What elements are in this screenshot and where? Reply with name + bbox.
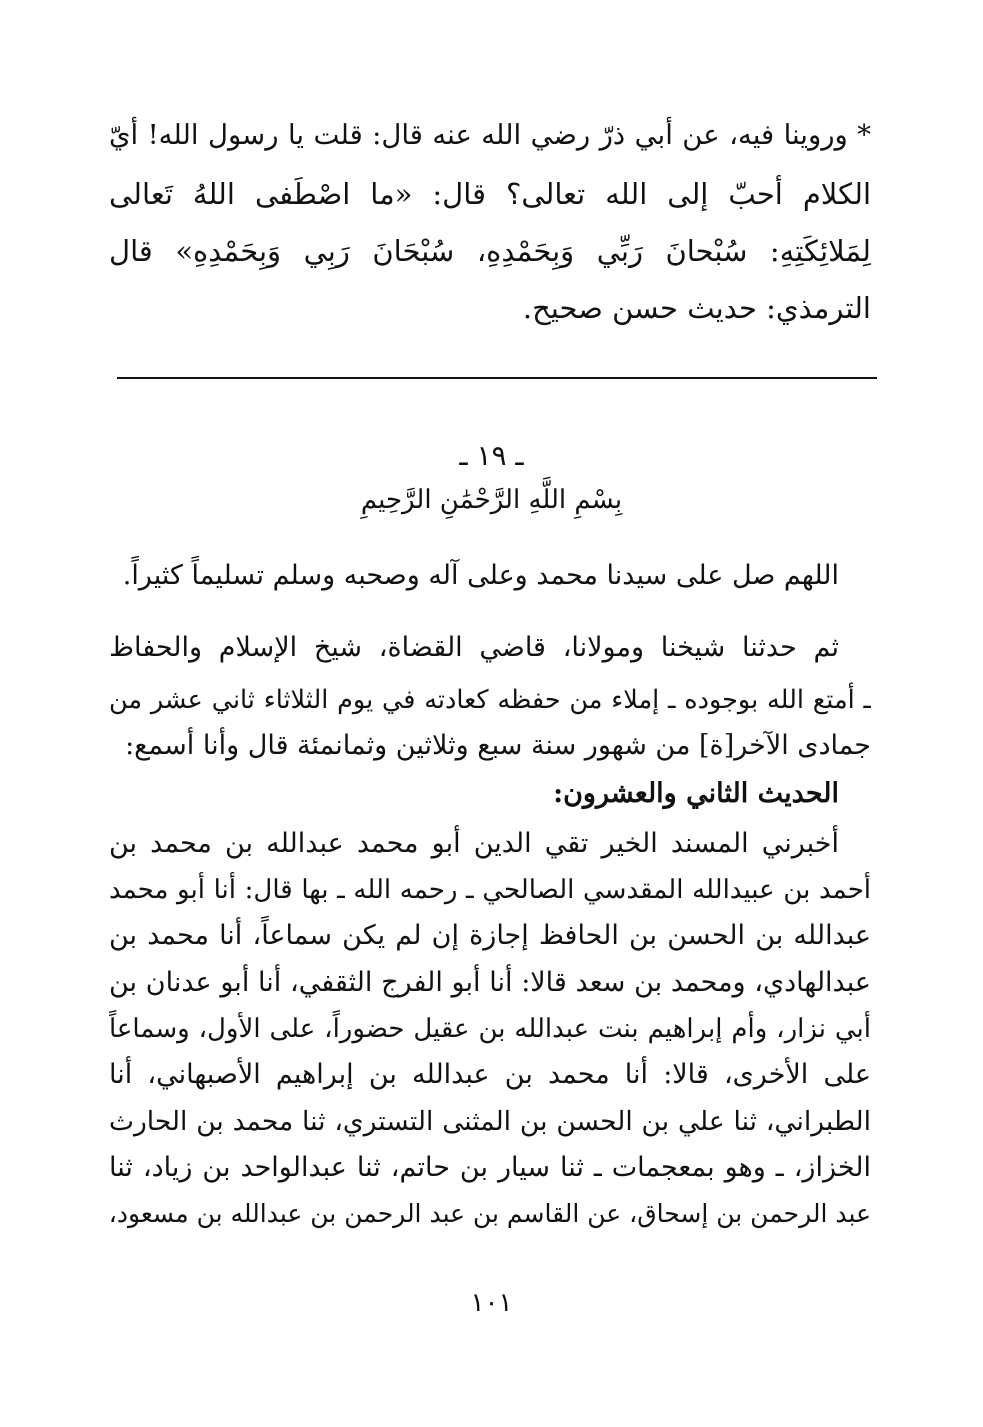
body-line-8: الخزاز، ـ وهو بمعجمات ـ ثنا سيار بن حاتم، ثنا عبدالواحد بن زياد، ثنا (109, 1152, 871, 1183)
top-passage-line-2: الكلام أحبّ إلى الله تعالى؟ قال: «ما اصْطَفى اللهُ تَعالى (109, 177, 871, 211)
top-passage-line-3: لِمَلائِكَتِهِ: سُبْحانَ رَبِّي وَبِحَمْدِهِ، سُبْحَانَ رَبِي وَبِحَمْدِهِ» قال (109, 234, 871, 268)
body-line-2: أحمد بن عبيدالله المقدسي الصالحي ـ رحمه الله ـ بها قال: أنا أبو محمد (109, 875, 871, 905)
top-passage-line-1: * وروينا فيه، عن أبي ذرّ رضي الله عنه قال: قلت يا رسول الله! أيّ (109, 119, 871, 151)
body-line-5: أبي نزار، وأم إبراهيم بنت عبدالله بن عقيل حضوراً، على الأول، وسماعاً (109, 1014, 871, 1044)
salutation-line: اللهم صل على سيدنا محمد وعلى آله وصحبه وسلم تسليماً كثيراً. (122, 560, 839, 591)
body-line-4: عبدالهادي، ومحمد بن سعد قالا: أنا أبو الفرج الثقفي، أنا أبو عدنان بن (109, 967, 871, 998)
top-passage-line-4: الترمذي: حديث حسن صحيح. (522, 291, 871, 325)
intro-line-3: جمادى الآخر[ة] من شهور سنة سبع وثلاثين وثمانمئة قال وأنا أسمع: (125, 730, 871, 761)
body-line-9: عبد الرحمن بن إسحاق، عن القاسم بن عبد الرحمن بن عبدالله بن مسعود، (109, 1199, 871, 1228)
basmala-calligraphy: بِسْمِ اللَّهِ الرَّحْمَٰنِ الرَّحِيمِ (360, 485, 623, 515)
section-number: ـ ١٩ ـ (459, 439, 524, 472)
body-line-3: عبدالله بن الحسن بن الحافظ إجازة إن لم يكن سماعاً، أنا محمد بن (109, 920, 871, 951)
intro-line-1: ثم حدثنا شيخنا ومولانا، قاضي القضاة، شيخ الإسلام والحفاظ (109, 632, 839, 663)
body-line-1: أخبرني المسند الخير تقي الدين أبو محمد عبدالله بن محمد بن (109, 828, 839, 859)
page-number: ١٠١ (470, 1288, 513, 1318)
intro-line-2: ـ أمتع الله بوجوده ـ إملاء من حفظه كعادته في يوم الثلاثاء ثاني عشر من (109, 685, 871, 715)
body-line-6: على الأخرى، قالا: أنا محمد بن عبدالله بن إبراهيم الأصبهاني، أنا (109, 1059, 871, 1090)
body-line-7: الطبراني، ثنا علي بن الحسن بن المثنى التستري، ثنا محمد بن الحارث (109, 1106, 871, 1137)
hadith-heading: الحديث الثاني والعشرون: (553, 778, 839, 809)
section-divider (117, 377, 877, 379)
